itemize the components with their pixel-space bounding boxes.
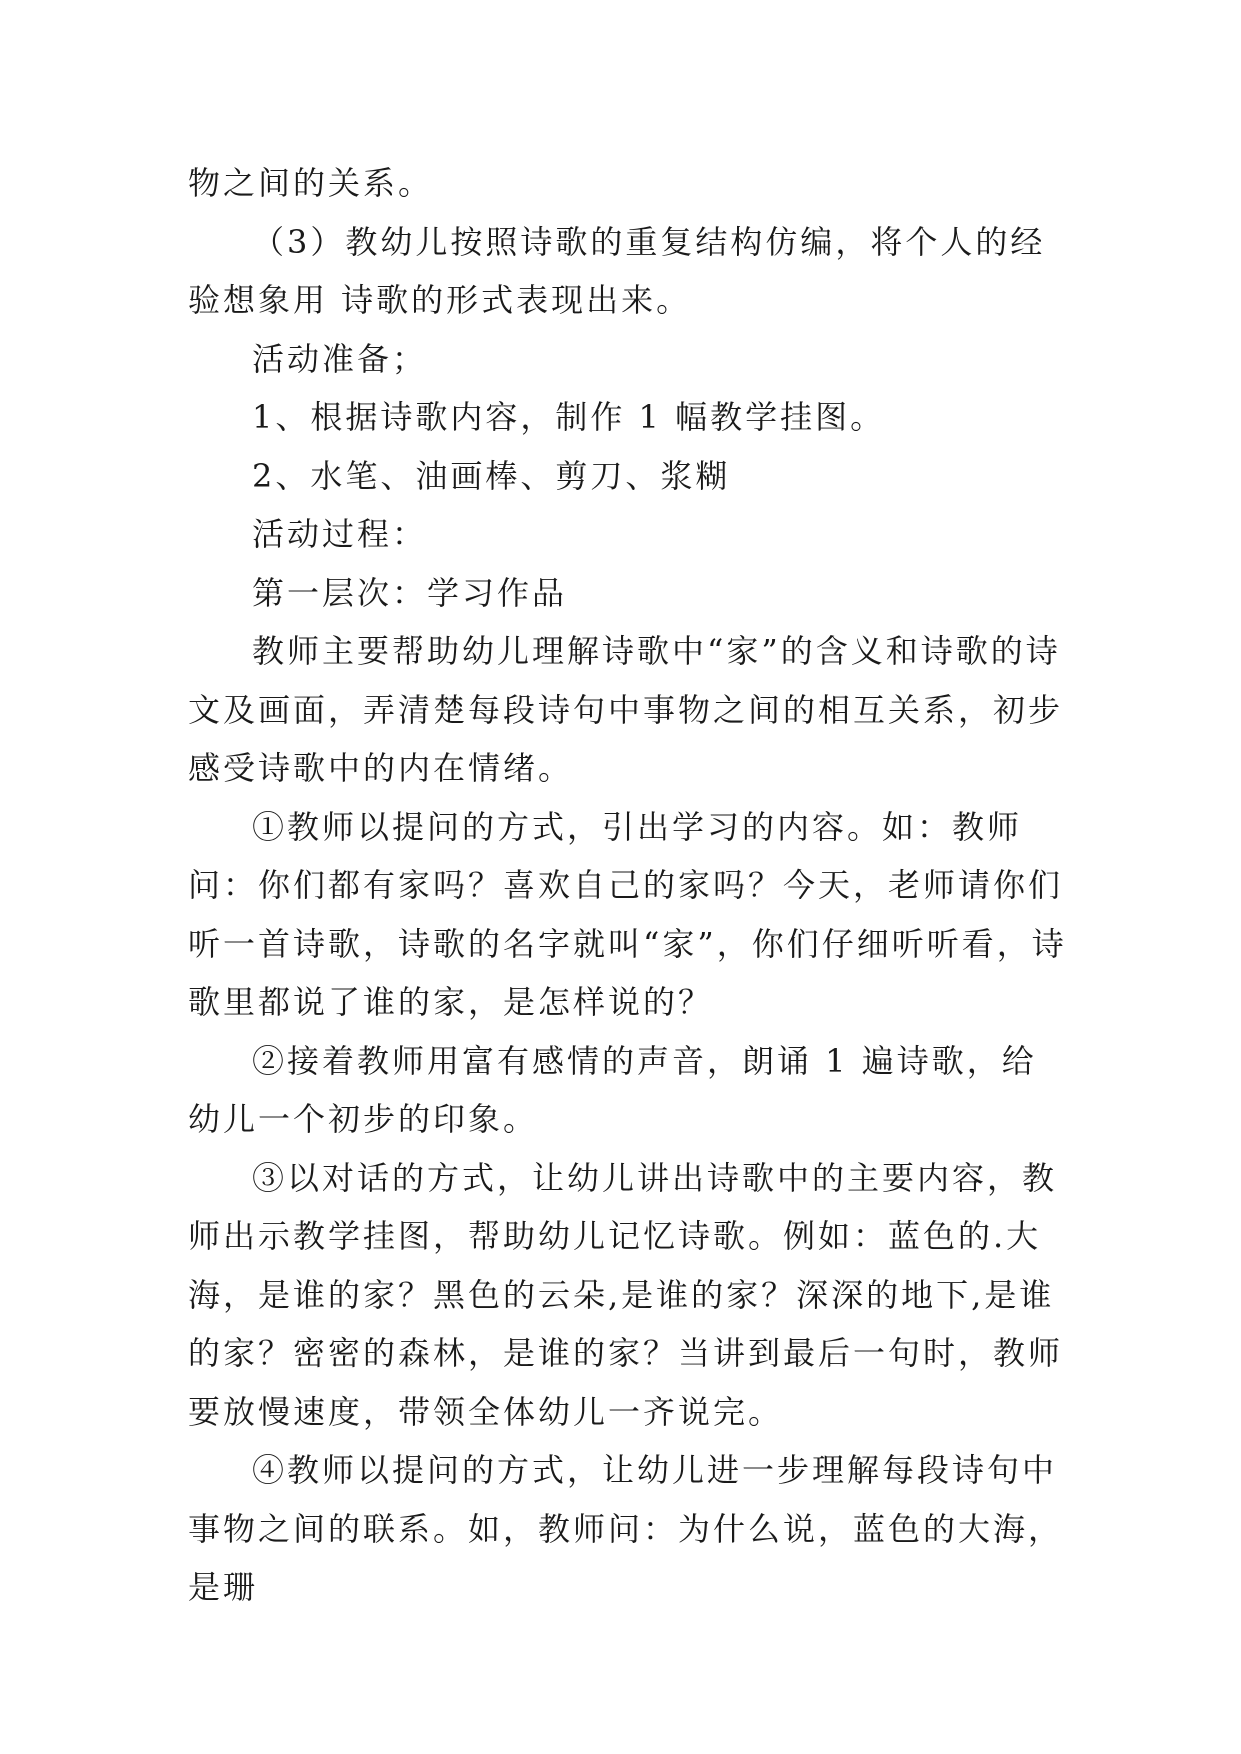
document-page — [188, 154, 1068, 1617]
paragraph-step-4: ④教师以提问的方式，让幼儿进一步理解每段诗句中事物之间的联系。如，教师问：为什么说，蓝色的大海，是珊 — [188, 1451, 1064, 1606]
heading-activity-preparation: 活动准备； — [252, 339, 428, 378]
paragraph-preparation-2: 2、水笔、油画棒、剪刀、浆糊 — [252, 456, 731, 495]
paragraph-teacher-goal: 教师主要帮助幼儿理解诗歌中“家”的含义和诗歌的诗文及画面，弄清楚每段诗句中事物之间的相互关系，初步感受诗歌中的内在情绪。 — [188, 632, 1064, 787]
paragraph-objective-3: （3）教幼儿按照诗歌的重复结构仿编，将个人的经验想象用 诗歌的形式表现出来。 — [188, 222, 1046, 319]
paragraph-preparation-1: 1、根据诗歌内容，制作 1 幅教学挂图。 — [252, 398, 886, 436]
heading-activity-process: 活动过程： — [252, 515, 428, 553]
paragraph-step-1: ①教师以提问的方式，引出学习的内容。如：教师问：你们都有家吗？喜欢自己的家吗？今天，老师请你们听一首诗歌，诗歌的名字就叫“家”，你们仔细听听看，诗歌里都说了谁的家，是怎样说的？ — [188, 807, 1067, 1021]
paragraph-step-2: ②接着教师用富有感情的声音，朗诵 1 遍诗歌，给幼儿一个初步的印象。 — [188, 1041, 1037, 1138]
paragraph-step-3: ③以对话的方式，让幼儿讲出诗歌中的主要内容，教师出示教学挂图，帮助幼儿记忆诗歌。例如：蓝色的.大海，是谁的家？黑色的云朵,是谁的家？深深的地下,是谁的家？密密的森林，是谁的家？当讲到最后一句时，教师要放慢速度，带领全体幼儿一齐说完。 — [188, 1158, 1064, 1431]
heading-level-one: 第一层次：学习作品 — [252, 573, 568, 612]
paragraph-continuation: 物之间的关系。 — [188, 164, 434, 202]
